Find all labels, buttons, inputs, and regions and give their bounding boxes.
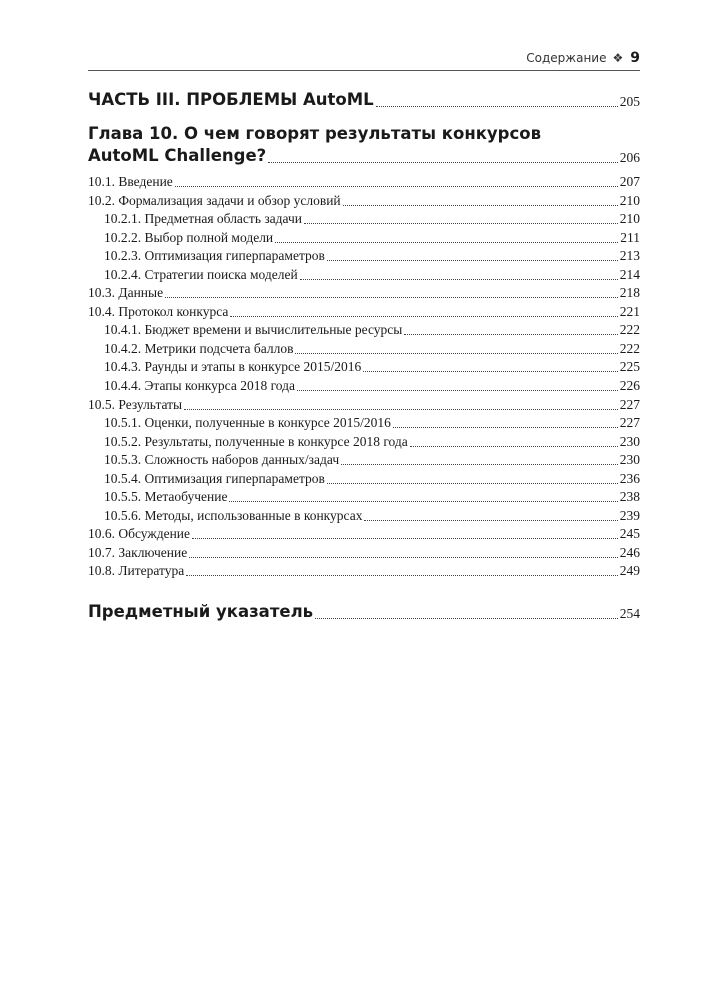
toc-subentry[interactable] [104, 508, 640, 524]
toc-subentry-page: 222 [619, 341, 640, 356]
toc-subentry-title: 10.4.3. Раунды и этапы в конкурсе 2015/2016 [104, 359, 362, 374]
toc-subentry-title: 10.2.4. Стратегии поиска моделей [104, 267, 298, 282]
toc-part-title: ЧАСТЬ III. ПРОБЛЕМЫ AutoML [88, 90, 374, 109]
dot-leader [275, 241, 618, 243]
toc-subentry-page: 238 [619, 489, 640, 504]
dot-leader [327, 482, 618, 484]
toc-subentry[interactable] [104, 378, 640, 394]
toc-subentry[interactable] [104, 415, 640, 431]
toc-entry[interactable] [88, 174, 640, 190]
toc-subentry-title: 10.2.1. Предметная область задачи [104, 211, 303, 226]
toc-entry-page: 221 [619, 304, 640, 319]
dot-leader [268, 161, 618, 163]
dot-leader [189, 556, 618, 558]
toc-subentry[interactable] [104, 322, 640, 338]
dot-leader [229, 500, 617, 502]
toc-subentry-page: 213 [619, 248, 640, 263]
page-header [88, 46, 640, 71]
dot-leader [343, 204, 618, 206]
dot-leader [315, 617, 618, 619]
toc-subentry[interactable] [104, 471, 640, 487]
toc-entry-title: 10.3. Данные [88, 285, 164, 300]
toc-subentry-title: 10.4.2. Метрики подсчета баллов [104, 341, 294, 356]
toc-entry-page: 249 [619, 563, 640, 578]
dot-leader [393, 426, 618, 428]
toc-subentry[interactable] [104, 341, 640, 357]
toc-subentry-title: 10.5.1. Оценки, полученные в конкурсе 2015/2016 [104, 415, 391, 430]
toc-subentry[interactable] [104, 248, 640, 264]
dot-leader [304, 222, 618, 224]
toc-index-entry[interactable] [88, 602, 640, 622]
toc-part-page: 205 [619, 94, 640, 109]
dot-leader [186, 574, 617, 576]
toc-entry[interactable] [88, 193, 640, 209]
ornament-icon: ❖ [612, 51, 624, 65]
toc-subentry-title: 10.4.1. Бюджет времени и вычислительные ресурсы [104, 322, 403, 337]
toc-subentry-page: 226 [619, 378, 640, 393]
toc-subentry-title: 10.4.4. Этапы конкурса 2018 года [104, 378, 295, 393]
toc-entry-page: 207 [619, 174, 640, 189]
toc-index-title: Предметный указатель [88, 602, 314, 621]
toc-entry-title: 10.7. Заключение [88, 545, 188, 560]
toc-subentry[interactable] [104, 267, 640, 283]
toc-subentry-page: 230 [619, 452, 640, 467]
toc-subentry-page: 211 [620, 230, 640, 245]
dot-leader [363, 370, 617, 372]
toc-subentry-title: 10.5.3. Сложность наборов данных/задач [104, 452, 340, 467]
toc-entry-title: 10.2. Формализация задачи и обзор условий [88, 193, 341, 208]
toc-subentry[interactable] [104, 211, 640, 227]
toc-subentry-page: 214 [619, 267, 640, 282]
toc-chapter-title-line2: AutoML Challenge? [88, 146, 267, 165]
toc-subentry-title: 10.5.6. Методы, использованные в конкурсах [104, 508, 363, 523]
toc-subentry-page: 210 [619, 211, 640, 226]
toc-subentry[interactable] [104, 359, 640, 375]
toc-entry-page: 218 [619, 285, 640, 300]
toc-subentry-page: 230 [619, 434, 640, 449]
dot-leader [404, 333, 617, 335]
toc-subentry-page: 225 [619, 359, 640, 374]
toc-subentry-page: 222 [619, 322, 640, 337]
toc-entry[interactable] [88, 304, 640, 320]
toc-chapter-entry[interactable] [88, 146, 640, 166]
page-number: 9 [630, 50, 640, 66]
dot-leader [230, 315, 617, 317]
toc-entry[interactable] [88, 545, 640, 561]
toc-entry[interactable] [88, 397, 640, 413]
toc-entry-page: 245 [619, 526, 640, 541]
dot-leader [184, 408, 618, 410]
header-inner [526, 50, 640, 66]
dot-leader [327, 259, 618, 261]
toc-subentry[interactable] [104, 489, 640, 505]
toc-entry-title: 10.6. Обсуждение [88, 526, 191, 541]
dot-leader [376, 105, 618, 107]
dot-leader [300, 278, 618, 280]
toc-subentry-page: 227 [619, 415, 640, 430]
toc-subentry-page: 236 [619, 471, 640, 486]
toc-entry-title: 10.4. Протокол конкурса [88, 304, 229, 319]
toc-entry[interactable] [88, 563, 640, 579]
toc-entry[interactable] [88, 285, 640, 301]
toc-subentry-page: 239 [619, 508, 640, 523]
toc-subentry-title: 10.5.2. Результаты, полученные в конкурсе 2018 года [104, 434, 408, 449]
toc-entry-title: 10.5. Результаты [88, 397, 183, 412]
toc-subentry-title: 10.5.4. Оптимизация гиперпараметров [104, 471, 325, 486]
dot-leader [410, 445, 618, 447]
toc-chapter-page: 206 [619, 150, 640, 165]
dot-leader [364, 519, 617, 521]
toc-entry-title: 10.1. Введение [88, 174, 173, 189]
dot-leader [192, 537, 618, 539]
dot-leader [165, 296, 618, 298]
toc-subentry[interactable] [104, 452, 640, 468]
toc-entry[interactable] [88, 526, 640, 542]
toc-entry-page: 210 [619, 193, 640, 208]
toc-entry-page: 227 [619, 397, 640, 412]
dot-leader [175, 185, 618, 187]
toc-subentry[interactable] [104, 230, 640, 246]
toc-entry-title: 10.8. Литература [88, 563, 185, 578]
running-head: Содержание [526, 51, 607, 65]
dot-leader [341, 463, 618, 465]
toc-subentry-title: 10.2.2. Выбор полной модели [104, 230, 274, 245]
toc-subentry[interactable] [104, 434, 640, 450]
dot-leader [297, 389, 618, 391]
dot-leader [295, 352, 617, 354]
toc-subentry-title: 10.5.5. Метаобучение [104, 489, 228, 504]
toc-part-entry[interactable] [88, 90, 640, 110]
toc-index-page: 254 [619, 606, 640, 621]
toc-subentry-title: 10.2.3. Оптимизация гиперпараметров [104, 248, 325, 263]
toc-chapter-title-line1[interactable]: Глава 10. О чем говорят результаты конкурсов [88, 124, 542, 143]
toc-entry-page: 246 [619, 545, 640, 560]
